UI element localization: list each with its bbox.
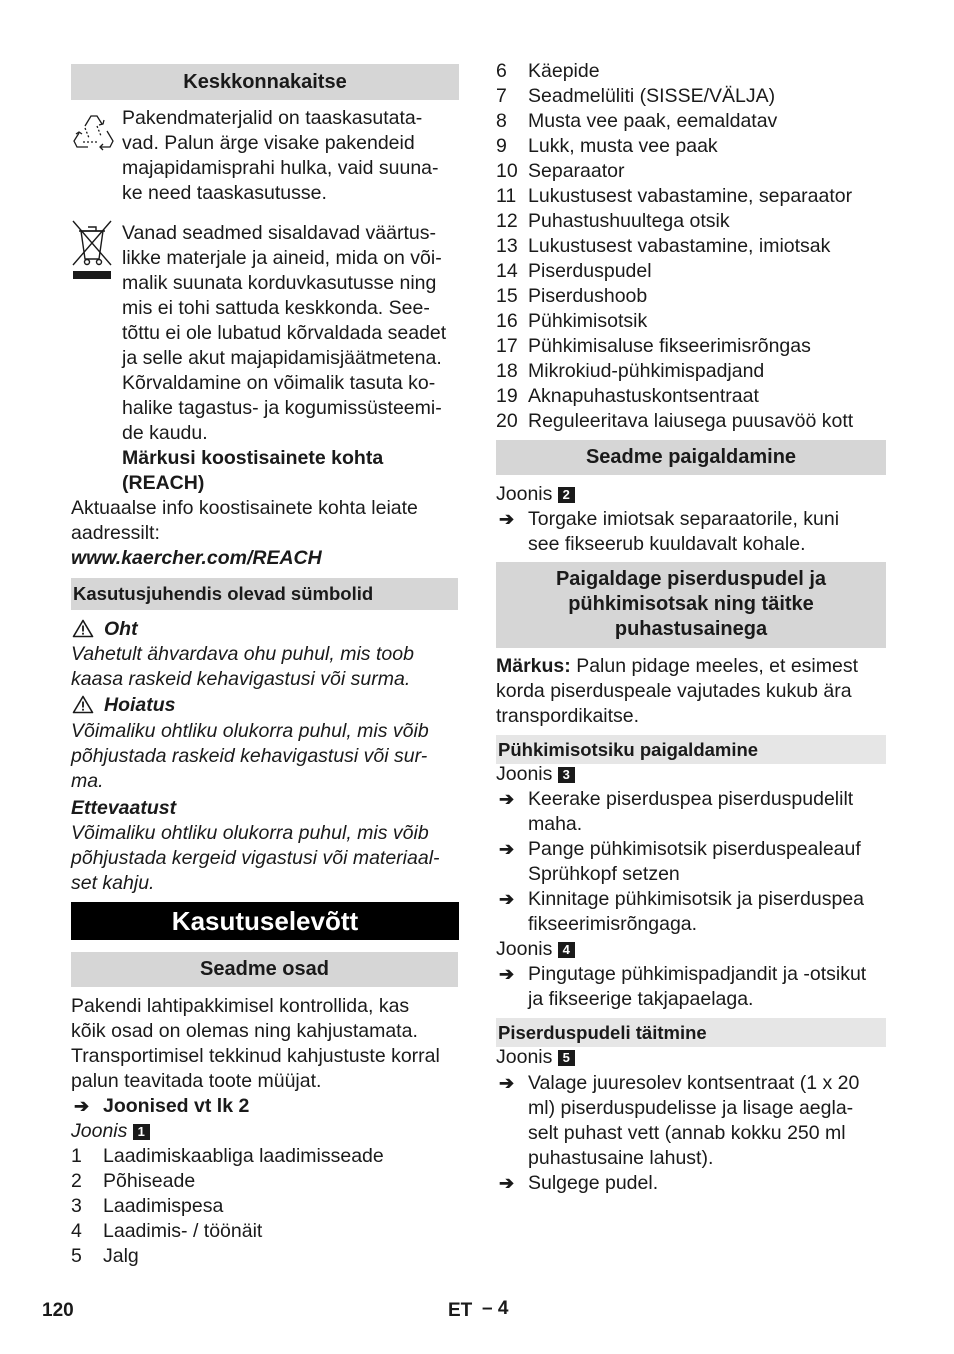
list-item xyxy=(71,1144,384,1169)
list-item xyxy=(496,284,647,309)
warning-triangle-icon xyxy=(72,619,94,638)
parts-text: Transportimisel tekkinud kahjustuste korral xyxy=(71,1045,440,1067)
page-number: 120 xyxy=(42,1300,74,1321)
env-text2-line: ja selle akut majapidamisjäätmetena. xyxy=(122,347,442,369)
list-item xyxy=(496,259,652,284)
list-item xyxy=(496,234,830,259)
arrow-right-icon: ➔ xyxy=(499,789,515,809)
env-text2-line: likke materjale ja aineid, mida on või- xyxy=(122,247,442,269)
caution-text: põhjustada kergeid vigastusi või materiaal- xyxy=(71,847,440,869)
env-text2-line: Kõrvaldamine on võimalik tasuta ko- xyxy=(122,372,436,394)
list-item-number: 15 xyxy=(496,285,518,307)
danger-text: Vahetult ähvardava ohu puhul, mis toob xyxy=(71,643,414,665)
env-text1-line: ke need taaskasutusse. xyxy=(122,182,327,204)
note-label: Märkus: xyxy=(496,655,571,677)
recycle-icon xyxy=(71,112,115,152)
list-item xyxy=(71,1194,223,1219)
env-text2-line: halike tagastus- ja kogumissüsteemi- xyxy=(122,397,442,419)
pad-step: Pingutage pühkimispadjandit ja -otsikut xyxy=(528,963,867,985)
warning-text: põhjustada raskeid kehavigastusi või sur- xyxy=(71,745,428,767)
list-item-label: Laadimis- / töönäit xyxy=(103,1220,263,1242)
list-item-label: Pühkimisotsik xyxy=(528,310,648,332)
fill-step: ml) piserduspudelisse ja lisage aegla- xyxy=(528,1097,854,1119)
parts-text: kõik osad on olemas ning kahjustamata. xyxy=(71,1020,418,1042)
arrow-right-icon: ➔ xyxy=(499,1073,515,1093)
list-item-label: Seadmelüliti (SISSE/VÄLJA) xyxy=(528,85,776,107)
figure-label: Joonis xyxy=(496,483,553,505)
list-item-label: Lukk, musta vee paak xyxy=(528,135,718,157)
list-item-number: 17 xyxy=(496,335,518,357)
list-item xyxy=(496,159,624,184)
list-item-number: 5 xyxy=(71,1245,82,1267)
list-item-label: Jalg xyxy=(103,1245,139,1267)
list-item-label: Separaator xyxy=(528,160,625,182)
env-text2-line: malik suunata korduvkasutusse ning xyxy=(122,272,437,294)
note-text: Palun pidage meeles, et esimest xyxy=(570,655,859,677)
list-item-number: 19 xyxy=(496,385,518,407)
list-item xyxy=(496,334,811,359)
note-text: korda piserduspeale vajutades kukub ära xyxy=(496,680,852,702)
arrow-right-icon: ➔ xyxy=(74,1096,90,1116)
warning-text: ma. xyxy=(71,770,104,792)
arrow-right-icon: ➔ xyxy=(499,1173,515,1193)
fill-header: Piserduspudeli täitmine xyxy=(496,1018,886,1047)
figure-caption xyxy=(71,1119,150,1144)
env-text2-line: de kaudu. xyxy=(122,422,208,444)
wiper-step: Keerake piserduspea piserduspudelilt xyxy=(528,788,854,810)
arrow-right-icon: ➔ xyxy=(499,509,515,529)
list-item-number: 6 xyxy=(496,60,507,82)
language-code: ET xyxy=(448,1300,473,1321)
env-text1-line: Pakendmaterjalid on taaskasutata- xyxy=(122,107,423,129)
list-item xyxy=(496,134,718,159)
reach-text: aadressilt: xyxy=(71,522,160,544)
list-item-label: Lukustusest vabastamine, separaator xyxy=(528,185,853,207)
list-item xyxy=(496,184,852,209)
list-item-number: 7 xyxy=(496,85,507,107)
list-item xyxy=(496,59,600,84)
arrow-right-icon: ➔ xyxy=(499,839,515,859)
attach-header xyxy=(496,562,886,648)
figure-caption xyxy=(496,482,575,507)
list-item-label: Musta vee paak, eemaldatav xyxy=(528,110,778,132)
danger-text: kaasa raskeid kehavigastusi või surma. xyxy=(71,668,411,690)
warning-title: Hoiatus xyxy=(104,694,176,716)
wiper-step: Pange pühkimisotsik piserduspealeauf xyxy=(528,838,861,860)
parts-text: Pakendi lahtipakkimisel kontrollida, kas xyxy=(71,995,410,1017)
warning-triangle-icon xyxy=(72,695,94,714)
fill-step: selt puhast vett (annab kokku 250 ml xyxy=(528,1122,846,1144)
env-text2-line: mis ei tohi sattuda keskkonda. See- xyxy=(122,297,430,319)
list-item-label: Laadimispesa xyxy=(103,1195,224,1217)
environment-header: Keskkonnakaitse xyxy=(71,64,459,100)
list-item-number: 14 xyxy=(496,260,518,282)
arrow-right-icon: ➔ xyxy=(499,964,515,984)
wiper-step: fikseerimisrõngaga. xyxy=(528,913,698,935)
figure-label: Joonis xyxy=(496,763,553,785)
section-page: – 4 xyxy=(482,1298,509,1319)
figure-label: Joonis xyxy=(496,938,553,960)
wiper-step: maha. xyxy=(528,813,583,835)
list-item-label: Mikrokiud-pühkimispadjand xyxy=(528,360,765,382)
reach-title: (REACH) xyxy=(122,472,205,494)
figure-number-badge: 1 xyxy=(133,1124,150,1140)
list-item-label: Aknapuhastuskontsentraat xyxy=(528,385,759,407)
env-text1-line: vad. Palun ärge visake pakendeid xyxy=(122,132,415,154)
figure-caption xyxy=(496,762,575,787)
list-item-number: 11 xyxy=(496,185,517,207)
attach-header-line: puhastusainega xyxy=(614,618,768,640)
figure-number-badge: 3 xyxy=(558,767,575,783)
caution-text: Võimaliku ohtliku olukorra puhul, mis võib xyxy=(71,822,429,844)
list-item-label: Pühkimisaluse fikseerimisrõngas xyxy=(528,335,811,357)
list-item-number: 4 xyxy=(71,1220,82,1242)
list-item xyxy=(71,1169,195,1194)
figure-caption xyxy=(496,937,575,962)
env-text2-line: Vanad seadmed sisaldavad väärtus- xyxy=(122,222,436,244)
list-item-number: 8 xyxy=(496,110,507,132)
figure-number-badge: 4 xyxy=(558,942,575,958)
list-item-number: 16 xyxy=(496,310,518,332)
list-item-label: Piserdushoob xyxy=(528,285,648,307)
list-item xyxy=(496,409,853,434)
caution-title: Ettevaatust xyxy=(71,797,177,819)
list-item-number: 18 xyxy=(496,360,518,382)
reach-url-link[interactable]: www.kaercher.com/REACH xyxy=(71,547,322,569)
caution-text: set kahju. xyxy=(71,872,155,894)
list-item xyxy=(496,109,777,134)
list-item xyxy=(496,309,647,334)
figure-label: Joonis xyxy=(71,1120,128,1142)
list-item xyxy=(71,1244,139,1269)
figure-number-badge: 2 xyxy=(558,487,575,503)
list-item-number: 10 xyxy=(496,160,518,182)
danger-title: Oht xyxy=(104,618,138,640)
list-item xyxy=(496,359,764,384)
note-text: transpordikaitse. xyxy=(496,705,640,727)
list-item-number: 13 xyxy=(496,235,518,257)
reach-title: Märkusi koostisainete kohta xyxy=(122,447,384,469)
figure-number-badge: 5 xyxy=(558,1050,575,1066)
reach-text: Aktuaalse info koostisainete kohta leiate xyxy=(71,497,418,519)
list-item-number: 1 xyxy=(71,1145,82,1167)
list-item-number: 12 xyxy=(496,210,518,232)
list-item-label: Puhastushuultega otsik xyxy=(528,210,730,232)
list-item-label: Lukustusest vabastamine, imiotsak xyxy=(528,235,831,257)
install-step: Torgake imiotsak separaatorile, kuni xyxy=(528,508,840,530)
note-line xyxy=(496,654,858,679)
figures-reference: Joonised vt lk 2 xyxy=(103,1095,250,1117)
wiper-header: Pühkimisotsiku paigaldamine xyxy=(496,735,886,764)
list-item-label: Reguleeritava laiusega puusavöö kott xyxy=(528,410,854,432)
fill-step: Valage juuresolev kontsentraat (1 x 20 xyxy=(528,1072,860,1094)
install-step: see fikseerub kuuldavalt kohale. xyxy=(528,533,806,555)
parts-text: palun teavitada toote müüjat. xyxy=(71,1070,322,1092)
warning-text: Võimaliku ohtliku olukorra puhul, mis võib xyxy=(71,720,429,742)
wiper-step: Kinnitage pühkimisotsik ja piserduspea xyxy=(528,888,865,910)
symbols-header: Kasutusjuhendis olevad sümbolid xyxy=(71,578,458,610)
parts-header: Seadme osad xyxy=(71,952,458,987)
wiper-step: Sprühkopf setzen xyxy=(528,863,680,885)
list-item xyxy=(71,1219,262,1244)
list-item xyxy=(496,384,759,409)
list-item xyxy=(496,84,775,109)
figure-caption xyxy=(496,1045,575,1070)
list-item-label: Põhiseade xyxy=(103,1170,196,1192)
list-item-number: 2 xyxy=(71,1170,82,1192)
list-item xyxy=(496,209,730,234)
arrow-right-icon: ➔ xyxy=(499,889,515,909)
main-section-header: Kasutuselevõtt xyxy=(71,902,459,940)
attach-header-line: pühkimisotsak ning täitke xyxy=(568,593,814,615)
attach-header-line: Paigaldage piserduspudel ja xyxy=(555,568,827,590)
fill-step: Sulgege pudel. xyxy=(528,1172,659,1194)
list-item-number: 9 xyxy=(496,135,507,157)
installation-header: Seadme paigaldamine xyxy=(496,440,886,475)
crossed-bin-icon xyxy=(71,219,113,281)
list-item-label: Laadimiskaabliga laadimisseade xyxy=(103,1145,384,1167)
list-item-number: 3 xyxy=(71,1195,82,1217)
figure-label: Joonis xyxy=(496,1046,553,1068)
list-item-number: 20 xyxy=(496,410,518,432)
list-item-label: Käepide xyxy=(528,60,600,82)
env-text1-line: majapidamisprahi hulka, vaid suuna- xyxy=(122,157,439,179)
pad-step: ja fikseerige takjapaelaga. xyxy=(528,988,754,1010)
env-text2-line: tõttu ei ole lubatud kõrvaldada seadet xyxy=(122,322,447,344)
list-item-label: Piserduspudel xyxy=(528,260,652,282)
fill-step: puhastusaine lahust). xyxy=(528,1147,714,1169)
